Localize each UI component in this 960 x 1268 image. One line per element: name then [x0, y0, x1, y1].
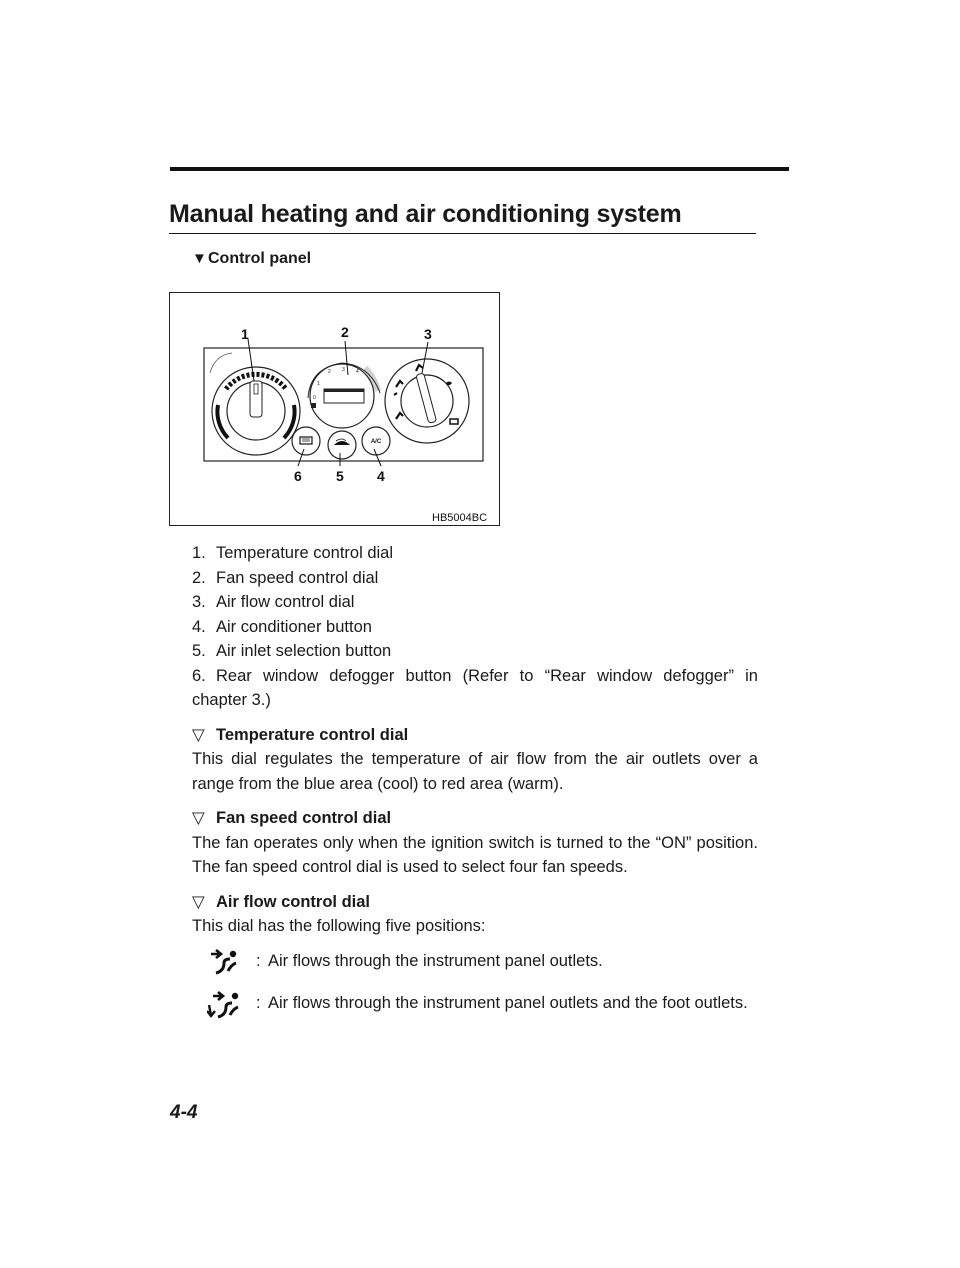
section-heading-text: Air flow control dial	[216, 892, 371, 911]
control-panel-illustration	[170, 293, 500, 526]
figure-code: HB5004BC	[432, 512, 488, 524]
section-heading	[192, 723, 758, 748]
legend-item	[192, 664, 758, 713]
legend-item	[192, 639, 758, 664]
rear-defogger-button	[292, 427, 320, 455]
legend-text: Air conditioner button	[216, 617, 372, 636]
control-panel-figure	[169, 292, 500, 526]
section-heading-text: Fan speed control dial	[216, 809, 392, 827]
ac-button	[362, 427, 390, 455]
legend-number: 6.	[192, 666, 206, 685]
section-paragraph: This dial has the following five positions:	[192, 917, 486, 935]
legend-text: Rear window defogger button (Refer to “Rear window defogger” in chapter 3.)	[192, 666, 758, 709]
subsection-heading	[192, 250, 311, 268]
legend-text: Temperature control dial	[216, 544, 394, 562]
air-inlet-button	[328, 431, 356, 459]
callout-1: 1	[241, 326, 249, 342]
section-heading	[192, 806, 758, 831]
legend-number: 4.	[192, 617, 206, 636]
position-description: Air flows through the instrument panel outlets.	[268, 951, 603, 970]
air-flow-position: : Air flows through the instrument panel outlets.	[192, 949, 758, 981]
section-heading	[192, 890, 758, 915]
callout-2: 2	[341, 324, 349, 340]
legend-number: 2.	[192, 568, 206, 587]
fan-mark: 1	[317, 381, 320, 387]
heading-marker: ▼	[192, 250, 207, 267]
callout-4: 4	[377, 468, 385, 484]
bilevel-icon	[192, 991, 256, 1023]
subsection-heading-text: Control panel	[208, 250, 312, 267]
legend-item	[192, 541, 758, 566]
legend-number: 5.	[192, 642, 206, 660]
section-marker: ▽	[192, 892, 205, 911]
position-description: Air flows through the instrument panel outlets and the foot outlets.	[268, 993, 748, 1012]
legend-item	[192, 566, 758, 591]
fan-mark: 3	[342, 367, 345, 373]
title-rule	[169, 233, 756, 234]
legend-item	[192, 590, 758, 615]
vent-icon	[192, 949, 256, 981]
figure-legend	[192, 541, 758, 713]
legend-text: Fan speed control dial	[216, 568, 379, 587]
callout-6: 6	[294, 468, 302, 484]
callout-5: 5	[336, 468, 344, 484]
fan-mark: 0	[313, 395, 316, 401]
section-marker: ▽	[192, 809, 205, 827]
legend-text: Air flow control dial	[216, 593, 355, 611]
air-flow-position: : Air flows through the instrument panel outlets and the foot outlets.	[192, 991, 758, 1023]
fan-mark: 4	[356, 369, 359, 375]
legend-number: 3.	[192, 593, 206, 611]
section-paragraph: The fan operates only when the ignition switch is turned to the “ON” position. The fan speed control dial is used to select four fan speeds.	[192, 833, 758, 876]
section-heading-text: Temperature control dial	[216, 725, 409, 744]
legend-text: Air inlet selection button	[216, 642, 392, 660]
legend-number: 1.	[192, 544, 206, 562]
body-text	[192, 541, 758, 1023]
callout-3: 3	[424, 326, 432, 342]
section-paragraph: This dial regulates the temperature of air flow from the air outlets over a range from the blue area (cool) to red area (warm).	[192, 750, 758, 793]
page-number: 4-4	[170, 1102, 198, 1123]
top-rule	[170, 167, 789, 171]
legend-item	[192, 615, 758, 640]
fan-mark: 2	[328, 369, 331, 375]
section-marker: ▽	[192, 725, 205, 744]
ac-label: A/C	[370, 439, 382, 445]
page-title: Manual heating and air conditioning system	[169, 200, 682, 228]
